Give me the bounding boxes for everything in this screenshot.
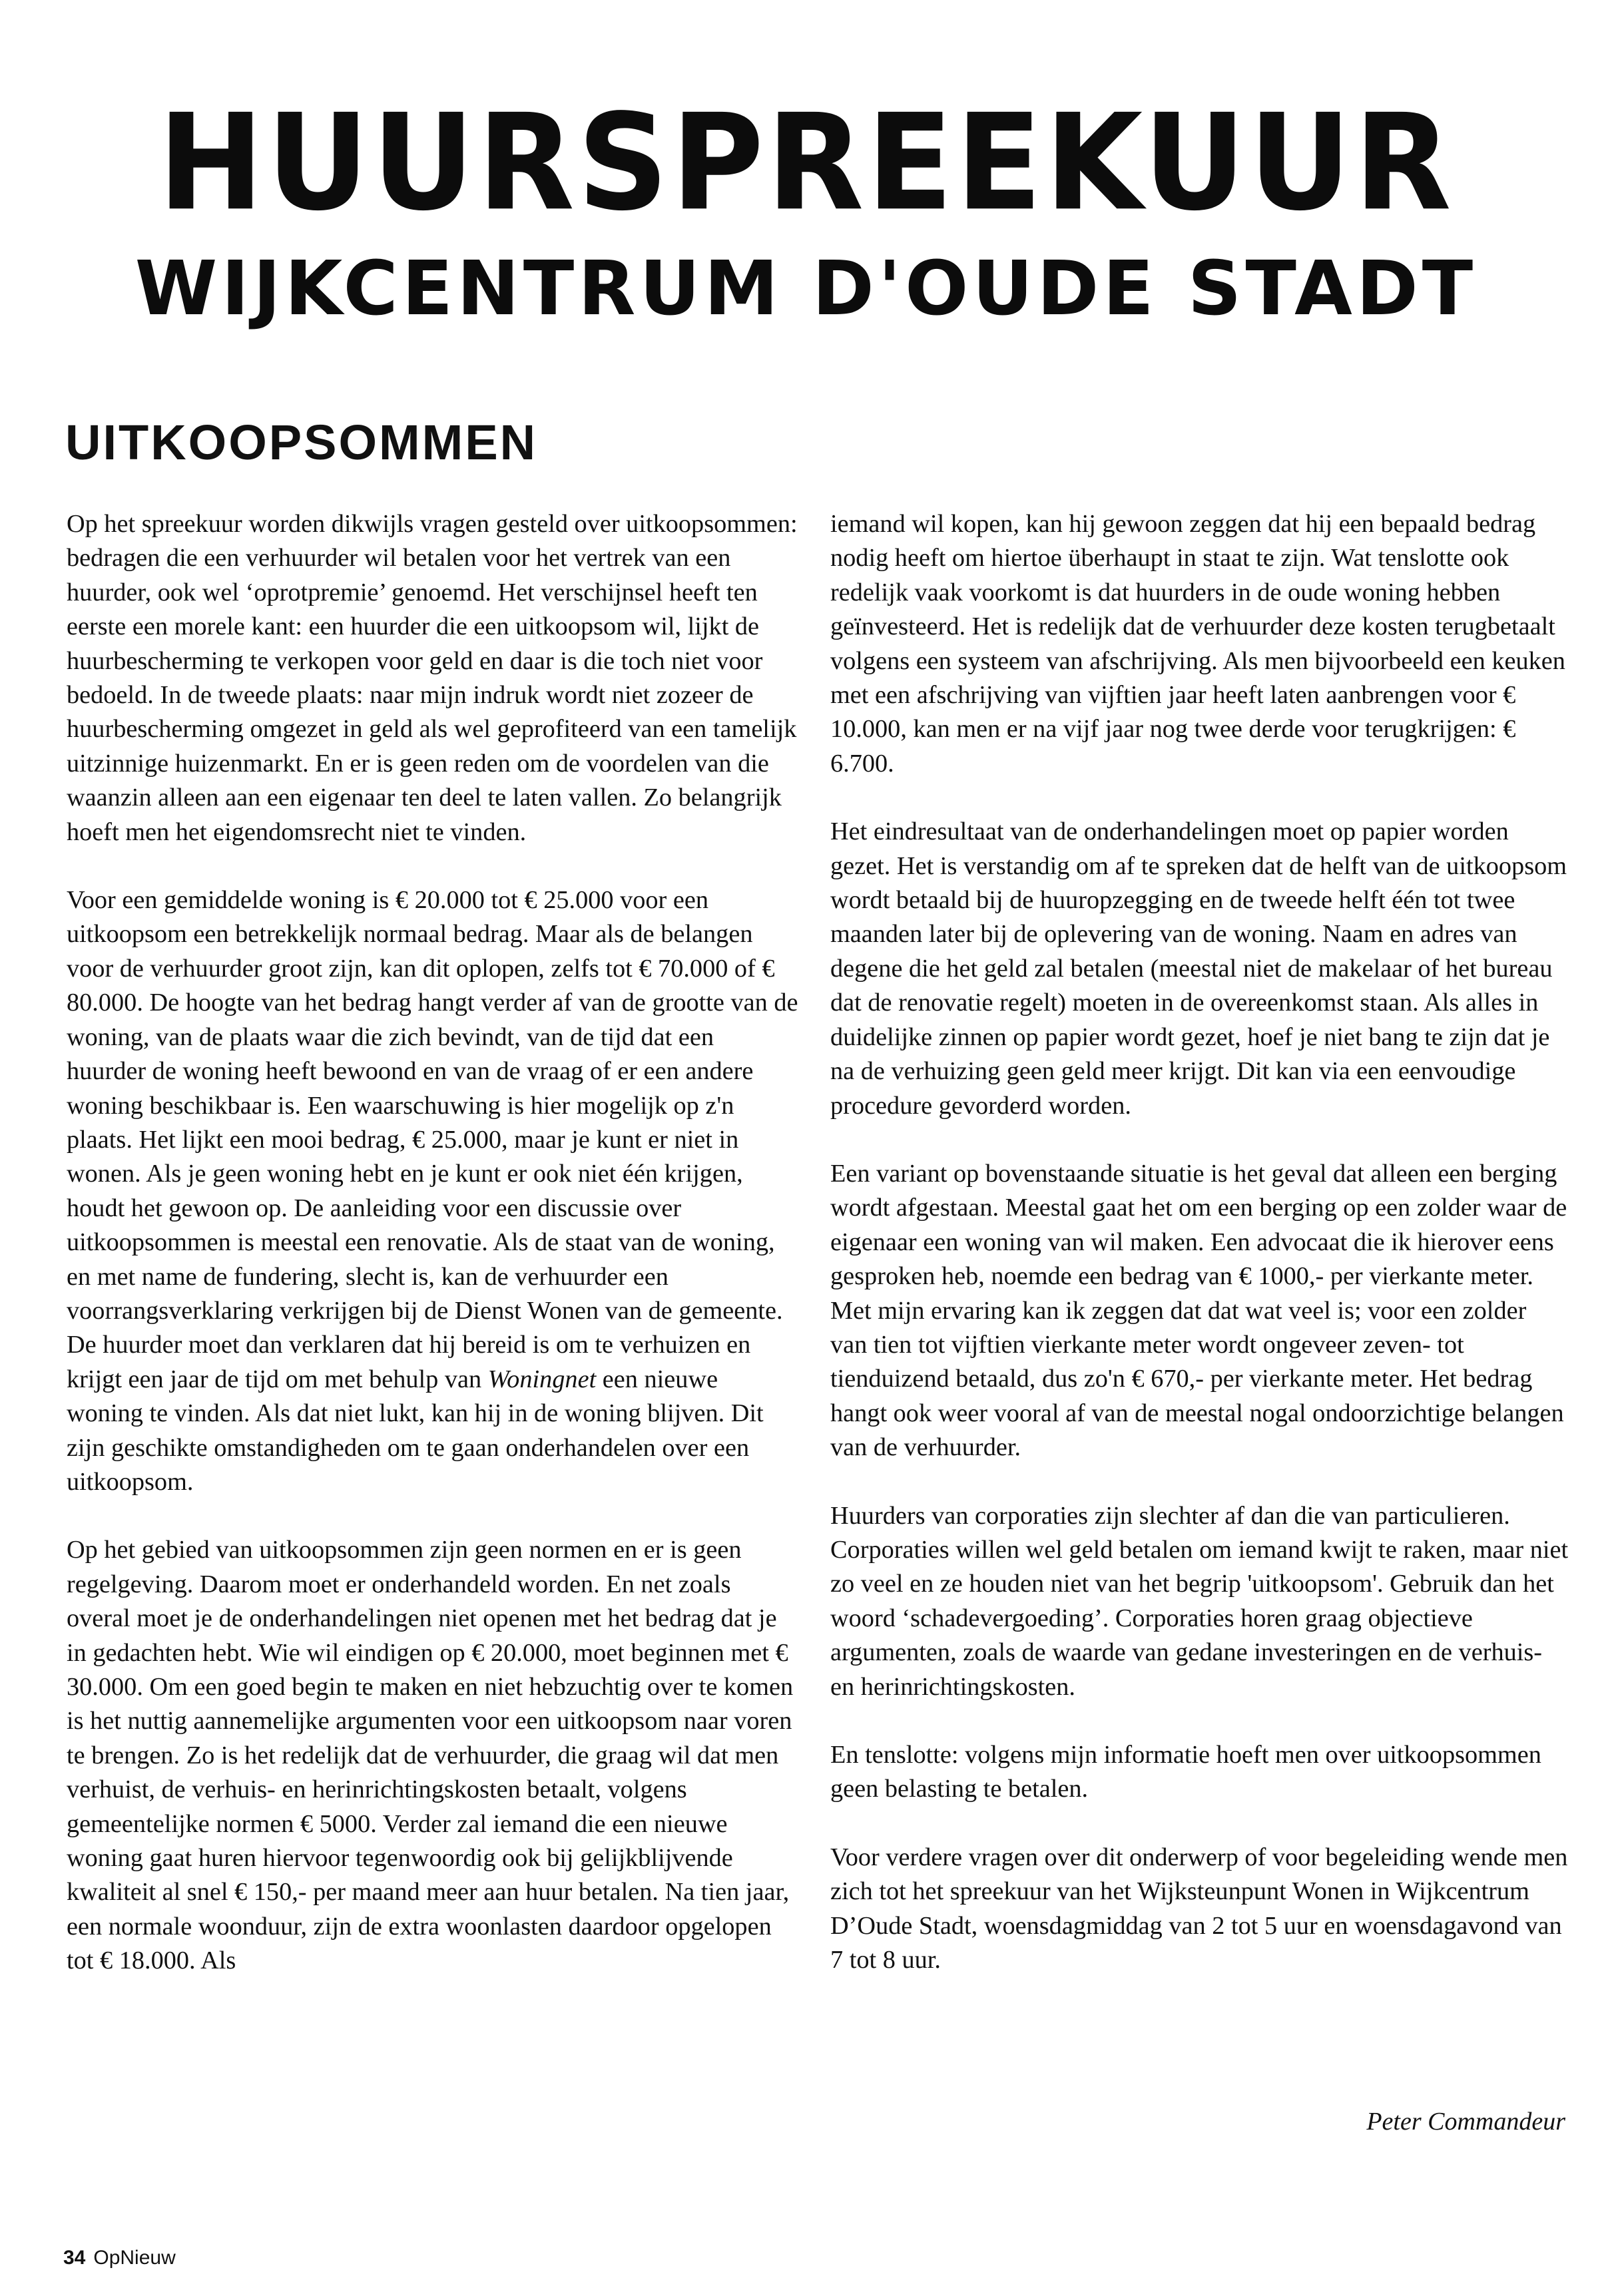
paragraph: Huurders van corporaties zijn slechter af dan die van particulieren. Corporaties willen wel geld betalen om iemand kwijt te raken, maar niet zo veel en ze houden niet van het begrip 'uitkoopsom'. Gebruik dan het woord ‘schadevergoeding’. Corporaties horen graag objectieve argumenten, zoals de waarde van gedane investeringen en de verhuis- en herinrichtingskosten.	[830, 1501, 1569, 1701]
page-footer	[63, 2247, 176, 2269]
masthead-subtitle: WIJKCENTRUM D'OUDE STADT	[134, 246, 1478, 332]
right-column	[830, 507, 1569, 1977]
paragraph-text: een nieuwe woning te vinden. Als dat niet lukt, kan hij in de woning blijven. Dit zijn geschikte omstandigheden om te gaan onderhandelen over een uitkoopsom.	[67, 1365, 764, 1496]
paragraph: Op het spreekuur worden dikwijls vragen gesteld over uitkoopsommen: bedragen die een verhuurder wil betalen voor het vertrek van een huurder, ook wel ‘oprotpremie’ genoemd. Het verschijnsel heeft ten eerste een morele kant: een huurder die een uitkoopsom wil, lijkt de huurbescherming te verkopen voor geld en daar is die toch niet voor bedoeld. In de tweede plaats: naar mijn indruk wordt niet zozeer de huurbescherming omgezet in geld als wel geprofiteerd van een tamelijk uitzinnige huizenmarkt. En er is geen reden om de voordelen van die waanzin alleen aan een eigenaar ten deel te laten vallen. Zo belangrijk hoeft men het eigendomsrecht niet te vinden.	[67, 510, 798, 846]
paragraph: Voor verdere vragen over dit onderwerp of voor begeleiding wende men zich tot het spreekuur van het Wijksteunpunt Wonen in Wijkcentrum D’Oude Stadt, woensdagmiddag van 2 tot 5 uur en woensdagavond van 7 tot 8 uur.	[830, 1843, 1568, 1974]
masthead-title: HUURSPREEKUUR	[158, 85, 1454, 240]
paragraph: iemand wil kopen, kan hij gewoon zeggen dat hij een bepaald bedrag nodig heeft om hiertoe überhaupt in staat te zijn. Wat tenslotte ook redelijk vaak voorkomt is dat huurders in de oude woning hebben geïnvesteerd. Het is redelijk dat de verhuurder deze kosten terugbetaalt volgens een systeem van afschrijving. Als men bijvoorbeeld een keuken met een afschrijving van vijftien jaar heeft laten aanbrengen voor € 10.000, kan men er na vijf jaar nog twee derde voor terugkrijgen: € 6.700.	[830, 510, 1565, 778]
woningnet-name: Woningnet	[487, 1365, 597, 1393]
article-heading: UITKOOPSOMMEN	[65, 415, 538, 470]
author-signature: Peter Commandeur	[1366, 2108, 1565, 2136]
paragraph: Op het gebied van uitkoopsommen zijn geen normen en er is geen regelgeving. Daarom moet er onderhandeld worden. En net zoals overal moet je de onderhandelingen niet openen met het bedrag dat je in gedachten hebt. Wie wil eindigen op € 20.000, moet beginnen met € 30.000. Om een goed begin te maken en niet hebzuchtig over te komen is het nuttig aannemelijke argumenten voor een uitkoopsom naar voren te brengen. Zo is het redelijk dat de verhuurder, die graag wil dat men verhuist, de verhuis- en herinrichtingskosten betaalt, volgens gemeentelijke normen € 5000. Verder zal iemand die een nieuwe woning gaat huren hiervoor tegenwoordig ook bij gelijkblijvende kwaliteit al snel € 150,- per maand meer aan huur betalen. Na tien jaar, een normale woonduur, zijn de extra woonlasten daardoor opgelopen tot € 18.000. Als	[67, 1536, 794, 1975]
paragraph: En tenslotte: volgens mijn informatie hoeft men over uitkoopsommen geen belasting te betalen.	[830, 1741, 1541, 1803]
left-column	[67, 507, 799, 1978]
paragraph: Een variant op bovenstaande situatie is het geval dat alleen een berging wordt afgestaan. Meestal gaat het om een berging op een zolder waar de eigenaar een woning van wil maken. Een advocaat die ik hierover eens gesproken heb, noemde een bedrag van € 1000,- per vierkante meter. Met mijn ervaring kan ik zeggen dat dat wat veel is; voor een zolder van tien tot vijftien vierkante meter wordt ongeveer zeven- tot tienduizend betaald, dus zo'n € 670,- per vierkante meter. Het bedrag hangt ook weer vooral af van de meestal nogal ondoorzichtige belangen van de verhuurder.	[830, 1159, 1567, 1462]
publication-name: OpNieuw	[93, 2247, 176, 2269]
paragraph: Het eindresultaat van de onderhandelingen moet op papier worden gezet. Het is verstandig om af te spreken dat de helft van de uitkoopsom wordt betaald bij de huuropzegging en de tweede helft één tot twee maanden later bij de oplevering van de woning. Naam en adres van degene die het geld zal betalen (meestal niet de makelaar of het bureau dat de renovatie regelt) moeten in de overeenkomst staan. Als alles in duidelijke zinnen op papier wordt gezet, hoef je niet bang te zijn dat je na de verhuizing geen geld meer krijgt. Dit kan via een eenvoudige procedure gevorderd worden.	[830, 817, 1567, 1120]
paragraph	[67, 883, 799, 1499]
paragraph-text: Voor een gemiddelde woning is € 20.000 tot € 25.000 voor een uitkoopsom een betrekkelijk normaal bedrag. Maar als de belangen voor de verhuurder groot zijn, kan dit oplopen, zelfs tot € 70.000 of € 80.000. De hoogte van het bedrag hangt verder af van de grootte van de woning, van de plaats waar die zich bevindt, van de tijd dat een huurder de woning heeft bewoond en van de vraag of er een andere woning beschikbaar is. Een waarschuwing is hier mogelijk op z'n plaats. Het lijkt een mooi bedrag, € 25.000, maar je kunt er niet in wonen. Als je geen woning hebt en je kunt er ook niet één krijgen, houdt het gewoon op. De aanleiding voor een discussie over uitkoopsommen is meestal een renovatie. Als de staat van de woning, en met name de fundering, slecht is, kan de verhuurder een voorrangsverklaring verkrijgen bij de Dienst Wonen van de gemeente. De huurder moet dan verklaren dat hij bereid is om te verhuizen en krijgt een jaar de tijd om met behulp van	[67, 886, 798, 1393]
page-number: 34	[63, 2247, 86, 2269]
